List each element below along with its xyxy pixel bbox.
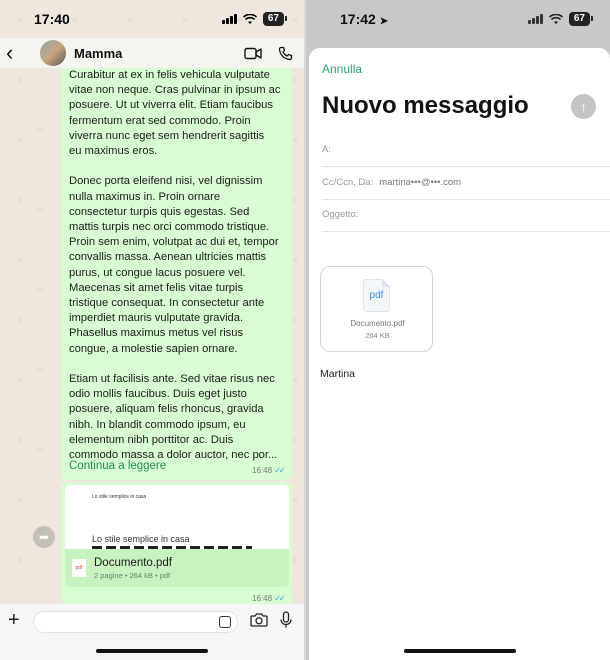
home-indicator bbox=[96, 649, 208, 653]
phone-call-icon[interactable] bbox=[274, 42, 296, 64]
attachment-name: Documento.pdf bbox=[350, 319, 405, 328]
message-input[interactable] bbox=[33, 611, 238, 633]
message-text: Curabitur at ex in felis vehicula vulputate vitae non neque. Cras pulvinar in ipsum ac posuere. Ut ut viverra elit. Etiam faucibus fermentum erat sed commodo. Proin viverra nunc eget sem hendrerit sagittis eu maximus eros. Donec porta eleifend nisi, vel dignissim nulla maximus in. Proin ornare consectetur turpis quis egestas. Sed mattis turpis nec orci commodo tristique. Proin sem enim, volutpat ac dui et, tempor convallis massa. Aenean ultricies mattis purus, ut congue lacus posuere vel. Maecenas sit amet felis vitae turpis tristique consequat. In consectetur ante imperdiet mauris vulputate gravida. Phasellus maximus metus vel risus congue, a molestie sapien ornare. Etiam ut facilisis ante. Sed vitae risus nec odio mollis faucibus. Duis eget justo posuere, aliquam felis rhoncus, gravida nibh. In blandit commodo ipsum, eu elementum nibh porttitor ac. Duis commodo massa a dolor auctor, nec por... bbox=[69, 69, 281, 462]
subject-label: Oggetto: bbox=[322, 209, 359, 220]
signal-icon bbox=[528, 14, 543, 24]
from-value: martina•••@•••.com bbox=[379, 177, 462, 188]
document-timestamp bbox=[252, 593, 283, 604]
plus-icon[interactable]: + bbox=[8, 609, 20, 631]
document-name: Documento.pdf bbox=[94, 556, 172, 569]
status-time: 17:40 bbox=[34, 11, 70, 27]
status-bar bbox=[0, 0, 304, 38]
cc-field[interactable] bbox=[322, 177, 610, 200]
wifi-icon bbox=[549, 14, 563, 25]
send-button[interactable]: ↑ bbox=[571, 94, 596, 119]
subject-field[interactable] bbox=[322, 209, 610, 232]
whatsapp-chat-screen bbox=[0, 0, 304, 660]
to-field[interactable] bbox=[322, 144, 610, 167]
home-indicator bbox=[404, 649, 516, 653]
back-icon[interactable]: ‹ bbox=[6, 40, 14, 65]
mail-compose-screen bbox=[306, 0, 610, 660]
pdf-file-icon: pdf bbox=[72, 559, 86, 577]
read-ticks-icon: ✓✓ bbox=[274, 593, 284, 603]
document-time: 16:48 bbox=[252, 594, 273, 603]
battery-icon: 67 bbox=[569, 12, 590, 26]
microphone-icon[interactable] bbox=[280, 611, 292, 634]
preview-heading-small: Lo stile semplice in casa bbox=[92, 494, 147, 500]
status-time: 17:42 ➤ bbox=[340, 11, 389, 27]
message-input-bar bbox=[0, 604, 304, 660]
to-label: A: bbox=[322, 144, 331, 155]
attachment-size: 264 KB bbox=[365, 331, 390, 340]
chat-header bbox=[0, 38, 304, 68]
camera-icon[interactable] bbox=[250, 613, 268, 632]
signal-icon bbox=[222, 14, 237, 24]
signature[interactable]: Martina bbox=[320, 368, 356, 380]
message-time: 16:48 bbox=[252, 466, 273, 475]
location-arrow-icon: ➤ bbox=[379, 16, 389, 27]
status-bar bbox=[306, 0, 610, 38]
compose-sheet bbox=[309, 48, 610, 660]
avatar[interactable] bbox=[40, 40, 66, 66]
video-call-icon[interactable] bbox=[242, 42, 264, 64]
contact-name[interactable]: Mamma bbox=[74, 45, 123, 61]
continue-reading-link[interactable]: Continua a leggere bbox=[69, 460, 167, 472]
preview-heading: Lo stile semplice in casa bbox=[92, 534, 190, 544]
read-ticks-icon: ✓✓ bbox=[274, 465, 284, 475]
pdf-icon: pdf bbox=[363, 279, 390, 312]
message-timestamp bbox=[252, 465, 283, 476]
document-preview[interactable] bbox=[65, 485, 289, 549]
cancel-button[interactable]: Annulla bbox=[322, 62, 363, 76]
cc-label: Cc/Ccn, Da: bbox=[322, 177, 374, 188]
page-title: Nuovo messaggio bbox=[322, 92, 529, 119]
battery-icon: 67 bbox=[263, 12, 284, 26]
attachment-card[interactable] bbox=[320, 266, 433, 352]
document-meta: 2 pagine • 264 kB • pdf bbox=[94, 570, 171, 580]
wifi-icon bbox=[243, 14, 257, 25]
sticker-icon[interactable] bbox=[219, 616, 231, 628]
forward-icon[interactable]: ➦ bbox=[33, 526, 55, 548]
document-file-row[interactable] bbox=[65, 549, 289, 587]
